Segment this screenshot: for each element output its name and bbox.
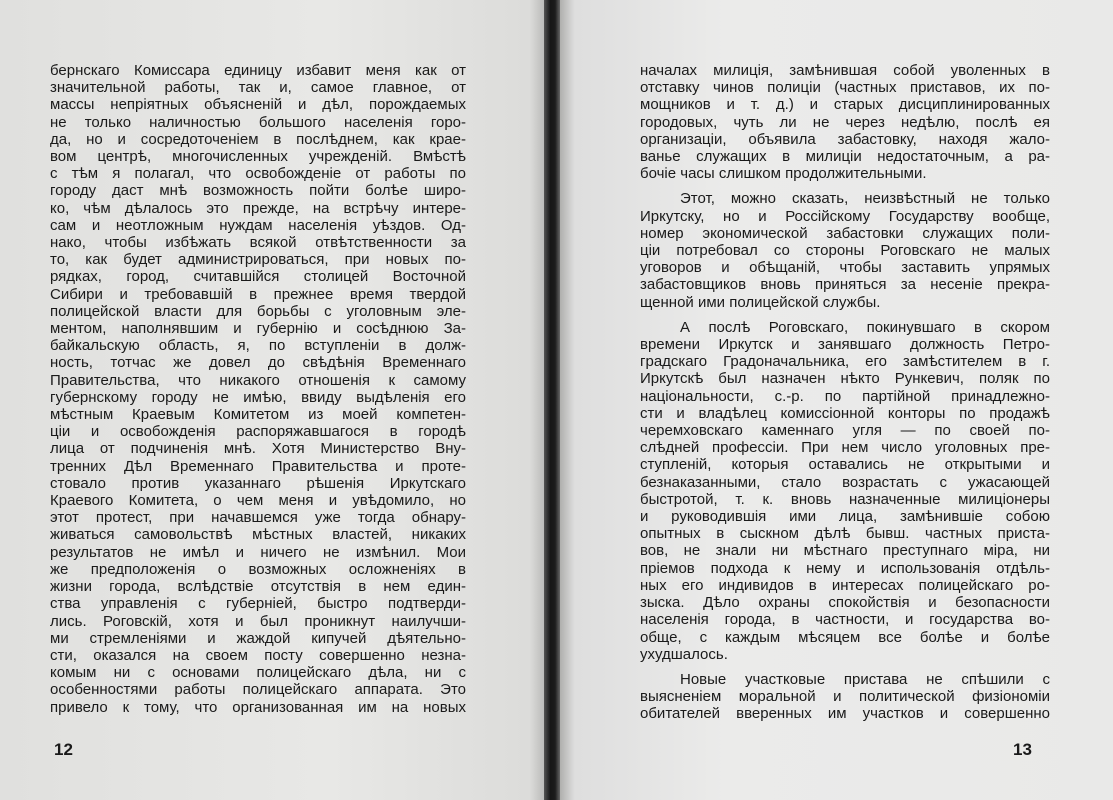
text-line: ціи и освобожденія распоряжавшагося в городѣ — [50, 423, 466, 441]
text-line: нако, чтобы избѣжать всякой отвѣтственности за — [50, 234, 466, 252]
text-line: бернскаго Комиссара единицу избавит меня как от — [50, 62, 466, 79]
text-line: опытных в сыскном дѣлѣ бывш. частных приста- — [640, 525, 1050, 543]
text-line: номер экономической забастовки служащих поли- — [640, 224, 1050, 242]
text-line: стовало против указаннаго рѣшенія Иркутскаго — [50, 474, 466, 492]
text-line: населенія города, в частности, и государства во- — [640, 611, 1050, 629]
text-line: рядках, город, считавшійся столицей Восточной — [50, 268, 466, 286]
text-line: пріемов подхода к нему и использованія отдѣль- — [640, 559, 1050, 577]
text-line: полицейской власти для борьбы с уголовным эле- — [50, 302, 466, 320]
paragraph — [640, 62, 1050, 182]
text-line: то, как будет администрироваться, при новых по- — [50, 251, 466, 269]
text-line: Правительства, что никакого отношенія к самому — [50, 371, 466, 389]
text-line: байкальскую область, я, по вступленіи в долж- — [50, 337, 466, 355]
text-line: обитателей вверенных им участков и совершенно — [640, 705, 1050, 723]
text-line: національности, с.-р. по партійной принадлежно- — [640, 387, 1050, 405]
text-line: безнаказанными, стало возрастать с ужасающей — [640, 473, 1050, 491]
text-line: ко, чѣм дѣлалось это прежде, на встрѣчу интере- — [50, 199, 466, 217]
text-line: жизни города, вслѣдствіе отсутствія в нем един- — [50, 578, 466, 596]
text-line: уговоров и обѣщаній, чтобы заставить упрямых — [640, 259, 1050, 277]
text-line: городу даст мнѣ возможность пойти болѣе широ- — [50, 182, 466, 200]
text-line: не только наличностью большого населенія горо- — [50, 113, 466, 131]
text-line: Сибири и требовавшій в прежнее время твердой — [50, 285, 466, 303]
book-gutter — [544, 0, 560, 800]
text-line: ми стремленіями и жаждой кипучей дѣятельно- — [50, 629, 466, 647]
text-line: мощников и т. д.) и старых дисциплинированных — [640, 96, 1050, 114]
left-page-text — [50, 62, 466, 716]
text-line: градскаго Градоначальника, его замѣстителем в г. — [640, 353, 1050, 371]
text-line: слѣдней профессіи. При нем число уголовных пре- — [640, 439, 1050, 457]
text-line: А послѣ Роговскаго, покинувшаго в скором — [680, 318, 1050, 336]
text-line: сти, оказался на своем посту совершенно незна- — [50, 646, 466, 664]
page-number-right: 13 — [1013, 740, 1032, 759]
text-line: значительной работы, так и, самое главное, от — [50, 79, 466, 97]
text-line: особенностями работы полицейскаго аппарата. Это — [50, 681, 466, 699]
text-line: и руководившія ими лица, замѣнившіе собою — [640, 508, 1050, 526]
text-line: массы непріятных объясненій и дѣл, порождаемых — [50, 96, 466, 114]
text-line: Этот, можно сказать, неизвѣстный не только — [680, 190, 1050, 208]
text-line: ступленій, которыя оставались не открытыми и — [640, 456, 1050, 474]
text-line: бочіе часы слишком продолжительными. — [640, 165, 927, 183]
text-line: организаціи, объявила забастовку, находя жало- — [640, 130, 1050, 148]
text-line: Новые участковые пристава не спѣшили с — [680, 670, 1050, 688]
text-line: сам и неотложным нуждам населенія уѣздов. Од- — [50, 216, 466, 234]
paragraph — [640, 319, 1050, 663]
text-line: щенной ими полицейской службы. — [640, 293, 881, 311]
text-line: губернскому городу не имѣю, ввиду выдѣленія его — [50, 388, 466, 406]
text-line: же предположенія о возможных осложненіях в — [50, 560, 466, 578]
text-line: привело к тому, что организованная им на новых — [50, 698, 466, 716]
text-line: отставку чинов полиціи (частных приставов, их по- — [640, 79, 1050, 97]
text-line: ментом, наполнявшим и губернію и сосѣднюю За- — [50, 320, 466, 338]
text-line: Иркутску, но и Россійскому Государству вообще, — [640, 207, 1050, 225]
text-line: комым ни с основами полицейскаго дѣла, ни с — [50, 664, 466, 682]
text-line: черемховскаго каменнаго угля — по своей по- — [640, 422, 1050, 440]
text-line: сти и владѣлец комиссіонной конторы по продажѣ — [640, 404, 1050, 422]
text-line: ціи потребовал со стороны Роговскаго не малых — [640, 242, 1050, 260]
text-line: лица от подчиненія мнѣ. Хотя Министерство Вну- — [50, 440, 466, 458]
text-line: Краевого Комитета, о чем меня и увѣдомило, но — [50, 492, 466, 510]
text-line: началах милиція, замѣнившая собой уволенных в — [640, 62, 1050, 79]
text-line: вов, не знали ни мѣстнаго преступнаго міра, ни — [640, 542, 1050, 560]
text-line: Иркутскѣ был назначен нѣкто Рункевич, поляк по — [640, 370, 1050, 388]
text-line: зыска. Дѣло охраны спокойствія и безопасности — [640, 594, 1050, 612]
page-number-left: 12 — [54, 740, 73, 759]
text-line: ства управленія с губерніей, быстро подтверди- — [50, 595, 466, 613]
text-line: результатов не имѣл и ничего не измѣнил. Мои — [50, 543, 466, 561]
right-page-text — [640, 62, 1050, 723]
paragraph — [640, 190, 1050, 310]
paragraph — [640, 671, 1050, 723]
text-line: этот протест, при начавшемся уже тогда обнару- — [50, 509, 466, 527]
text-line: времени Иркутск и занявшаго должность Петро- — [640, 336, 1050, 354]
text-line: мѣстным Краевым Комитетом из моей компетен- — [50, 406, 466, 424]
text-line: вом центрѣ, многочисленных учрежденій. Вмѣстѣ — [50, 148, 466, 166]
text-line: выясненіем моральной и политической физіономіи — [640, 688, 1050, 706]
text-line: ухудшалось. — [640, 645, 728, 663]
text-line: быстротой, т. к. вновь назначенные милиціонеры — [640, 490, 1050, 508]
text-line: ных его индивидов в интересах полицейскаго ро- — [640, 576, 1050, 594]
text-line: да, но и сосредоточеніем в послѣднем, как крае- — [50, 130, 466, 148]
text-line: с тѣм я полагал, что освобожденіе от работы по — [50, 165, 466, 183]
text-line: городовых, чуть ли не через недѣлю, послѣ ея — [640, 113, 1050, 131]
text-line: ванье служащих в милиціи недостаточным, а ра- — [640, 148, 1050, 166]
text-line: живаться самовольствѣ мѣстных властей, никаких — [50, 526, 466, 544]
text-line: лись. Роговскій, хотя и был проникнут наилучши- — [50, 612, 466, 630]
text-line: ность, тотчас же довел до свѣдѣнія Временнаго — [50, 354, 466, 372]
text-line: тренних Дѣл Временнаго Правительства и проте- — [50, 457, 466, 475]
text-line: забастовщиков вновь приняться за несеніе прекра- — [640, 276, 1050, 294]
text-line: обще, с каждым мѣсяцем все болѣе и болѣе — [640, 628, 1050, 646]
